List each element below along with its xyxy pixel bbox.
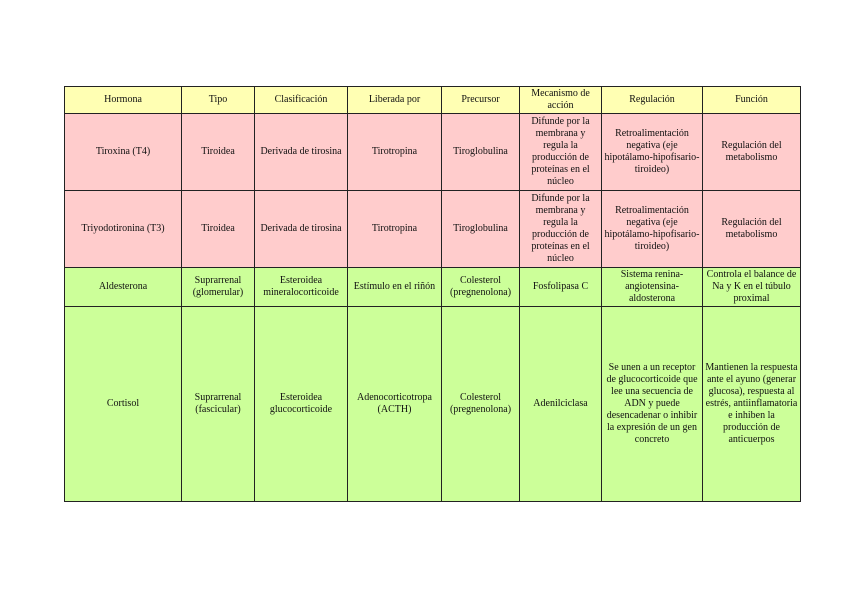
header-funcion: Función bbox=[703, 87, 801, 114]
header-mecanismo: Mecanismo de acción bbox=[520, 87, 602, 114]
cell-funcion: Regulación del metabolismo bbox=[703, 191, 801, 268]
table-row bbox=[65, 191, 801, 268]
cell-tipo: Tiroidea bbox=[182, 114, 255, 191]
cell-liberada-por: Adenocorticotropa (ACTH) bbox=[348, 307, 442, 502]
header-tipo: Tipo bbox=[182, 87, 255, 114]
cell-clasificacion: Esteroidea glucocorticoide bbox=[255, 307, 348, 502]
cell-precursor: Colesterol (pregnenolona) bbox=[442, 307, 520, 502]
cell-mecanismo: Difunde por la membrana y regula la producción de proteínas en el núcleo bbox=[520, 114, 602, 191]
cell-clasificacion: Esteroidea mineralocorticoide bbox=[255, 268, 348, 307]
header-hormona: Hormona bbox=[65, 87, 182, 114]
header-precursor: Precursor bbox=[442, 87, 520, 114]
table-row bbox=[65, 307, 801, 502]
cell-funcion: Mantienen la respuesta ante el ayuno (generar glucosa), respuesta al estrés, antiinflamatoria e inhiben la producción de anticuerpos bbox=[703, 307, 801, 502]
cell-funcion: Regulación del metabolismo bbox=[703, 114, 801, 191]
cell-tipo: Suprarrenal (fascicular) bbox=[182, 307, 255, 502]
cell-mecanismo: Fosfolipasa C bbox=[520, 268, 602, 307]
table-row bbox=[65, 268, 801, 307]
cell-mecanismo: Difunde por la membrana y regula la producción de proteínas en el núcleo bbox=[520, 191, 602, 268]
cell-liberada-por: Tirotropina bbox=[348, 114, 442, 191]
cell-hormona: Triyodotironina (T3) bbox=[65, 191, 182, 268]
cell-funcion: Controla el balance de Na y K en el túbulo proximal bbox=[703, 268, 801, 307]
cell-liberada-por: Tirotropina bbox=[348, 191, 442, 268]
cell-liberada-por: Estímulo en el riñón bbox=[348, 268, 442, 307]
cell-regulacion: Retroalimentación negativa (eje hipotálamo-hipofisario-tiroideo) bbox=[602, 191, 703, 268]
cell-hormona: Aldesterona bbox=[65, 268, 182, 307]
cell-clasificacion: Derivada de tirosina bbox=[255, 114, 348, 191]
cell-tipo: Tiroidea bbox=[182, 191, 255, 268]
cell-precursor: Tiroglobulina bbox=[442, 191, 520, 268]
cell-regulacion: Sistema renina-angiotensina-aldosterona bbox=[602, 268, 703, 307]
cell-regulacion: Retroalimentación negativa (eje hipotálamo-hipofisario-tiroideo) bbox=[602, 114, 703, 191]
cell-clasificacion: Derivada de tirosina bbox=[255, 191, 348, 268]
header-liberada-por: Liberada por bbox=[348, 87, 442, 114]
header-clasificacion: Clasificación bbox=[255, 87, 348, 114]
cell-hormona: Tiroxina (T4) bbox=[65, 114, 182, 191]
cell-regulacion: Se unen a un receptor de glucocorticoide que lee una secuencia de ADN y puede desencadenar o inhibir la expresión de un gen concreto bbox=[602, 307, 703, 502]
cell-mecanismo: Adenilciclasa bbox=[520, 307, 602, 502]
cell-tipo: Suprarrenal (glomerular) bbox=[182, 268, 255, 307]
cell-precursor: Tiroglobulina bbox=[442, 114, 520, 191]
header-regulacion: Regulación bbox=[602, 87, 703, 114]
cell-hormona: Cortisol bbox=[65, 307, 182, 502]
table-row bbox=[65, 114, 801, 191]
table-header-row bbox=[65, 87, 801, 114]
hormone-table bbox=[64, 86, 801, 502]
cell-precursor: Colesterol (pregnenolona) bbox=[442, 268, 520, 307]
